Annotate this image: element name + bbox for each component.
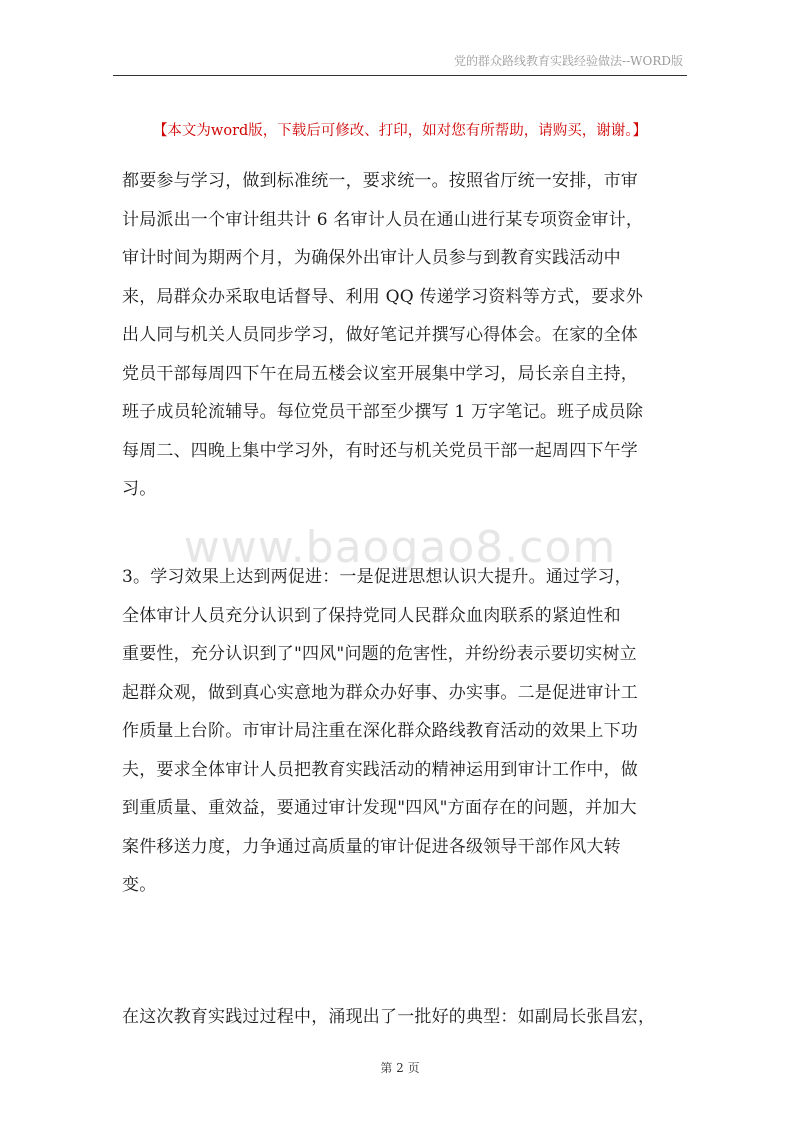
running-header: 党的群众路线教育实践经验做法--WORD版 [454, 54, 683, 68]
body-paragraph-2: 3。学习效果上达到两促进：一是促进思想认识大提升。通过学习， 全体审计人员充分认识到了保持党同人民群众血肉联系的紧迫性和 重要性，充分认识到了"四风"问题的危害性，并纷纷表示要切实树立 起群众观，做到真心实意地为群众办好事、办实事。二是促进审计工 作质量上台阶。市审计局注重在深化群众路线教育活动的效果上下功 夫，要求全体审计人员把教育实践活动的精神运用到审计工作中，做 到重质量、重效益，要通过审计发现"四风"方面存在的问题，并加大 案件移送力度，力争通过高质量的审计促进各级领导干部作风大转 变。 [122, 567, 638, 895]
page-number: 第 2 页 [380, 1061, 420, 1075]
body-paragraph-3: 在这次教育实践过过程中，涌现出了一批好的典型：如副局长张昌宏， [122, 1007, 656, 1027]
download-notice: 【本文为word版，下载后可修改、打印，如对您有所帮助，请购买，谢谢。】 [152, 123, 648, 139]
watermark-text: www.baogao8.com [183, 522, 617, 573]
body-paragraph-1: 都要参与学习，做到标准统一，要求统一。按照省厅统一安排，市审 计局派出一个审计组共计 6 名审计人员在通山进行某专项资金审计， 审计时间为期两个月，为确保外出审计人员参与到教育实践活动中 来，局群众办采取电话督导、利用 QQ 传递学习资料等方式，要求外 出人同与机关人员同步学习，做好笔记并撰写心得体会。在家的全体 党员干部每周四下午在局五楼会议室开展集中学习，局长亲自主持， 班子成员轮流辅导。每位党员干部至少撰写 1 万字笔记。班子成员除 每周二、四晚上集中学习外，有时还与机关党员干部一起周四下午学 习。 [122, 171, 644, 499]
header-divider [113, 75, 687, 76]
